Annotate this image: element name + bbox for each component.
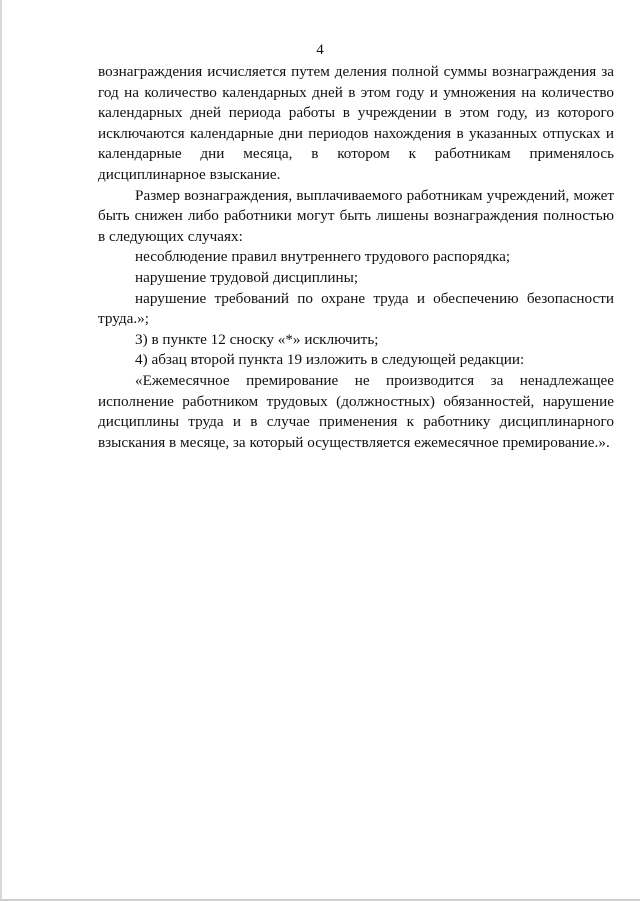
list-item-internal-rules: несоблюдение правил внутреннего трудового распорядка; [135, 248, 511, 266]
paragraph-reward-reduction: Размер вознаграждения, выплачиваемого работникам учреждений, может быть снижен либо работники могут быть лишены вознаграждения полностью в следующих случаях: [98, 186, 614, 245]
amendment-item-3: 3) в пункте 12 сноску «*» исключить; [135, 330, 379, 348]
page-number: 4 [316, 42, 324, 58]
paragraph-continuation: вознаграждения исчисляется путем деления полной суммы вознаграждения за год на количество календарных дней в этом году и умножения на количество календарных дней периода работы в учреждении в этом году, из которого исключаются календарные дни периодов нахождения в указанных отпусках и календарные дни месяца, в котором к работникам применялось дисциплинарное взыскание. [98, 63, 614, 183]
amendment-item-4: 4) абзац второй пункта 19 изложить в следующей редакции: [135, 351, 525, 369]
list-item-labor-discipline: нарушение трудовой дисциплины; [135, 268, 359, 286]
document-body [98, 62, 614, 453]
paragraph-monthly-bonus: «Ежемесячное премирование не производится за ненадлежащее исполнение работником трудовых (должностных) обязанностей, нарушение дисциплины труда и в случае применения к работнику дисциплинарного взыскания в месяце, за который осуществляется ежемесячное премирование.». [98, 371, 614, 451]
scan-edge-left [0, 0, 2, 901]
list-item-safety-requirements: нарушение требований по охране труда и обеспечению безопасности труда.»; [98, 289, 614, 328]
